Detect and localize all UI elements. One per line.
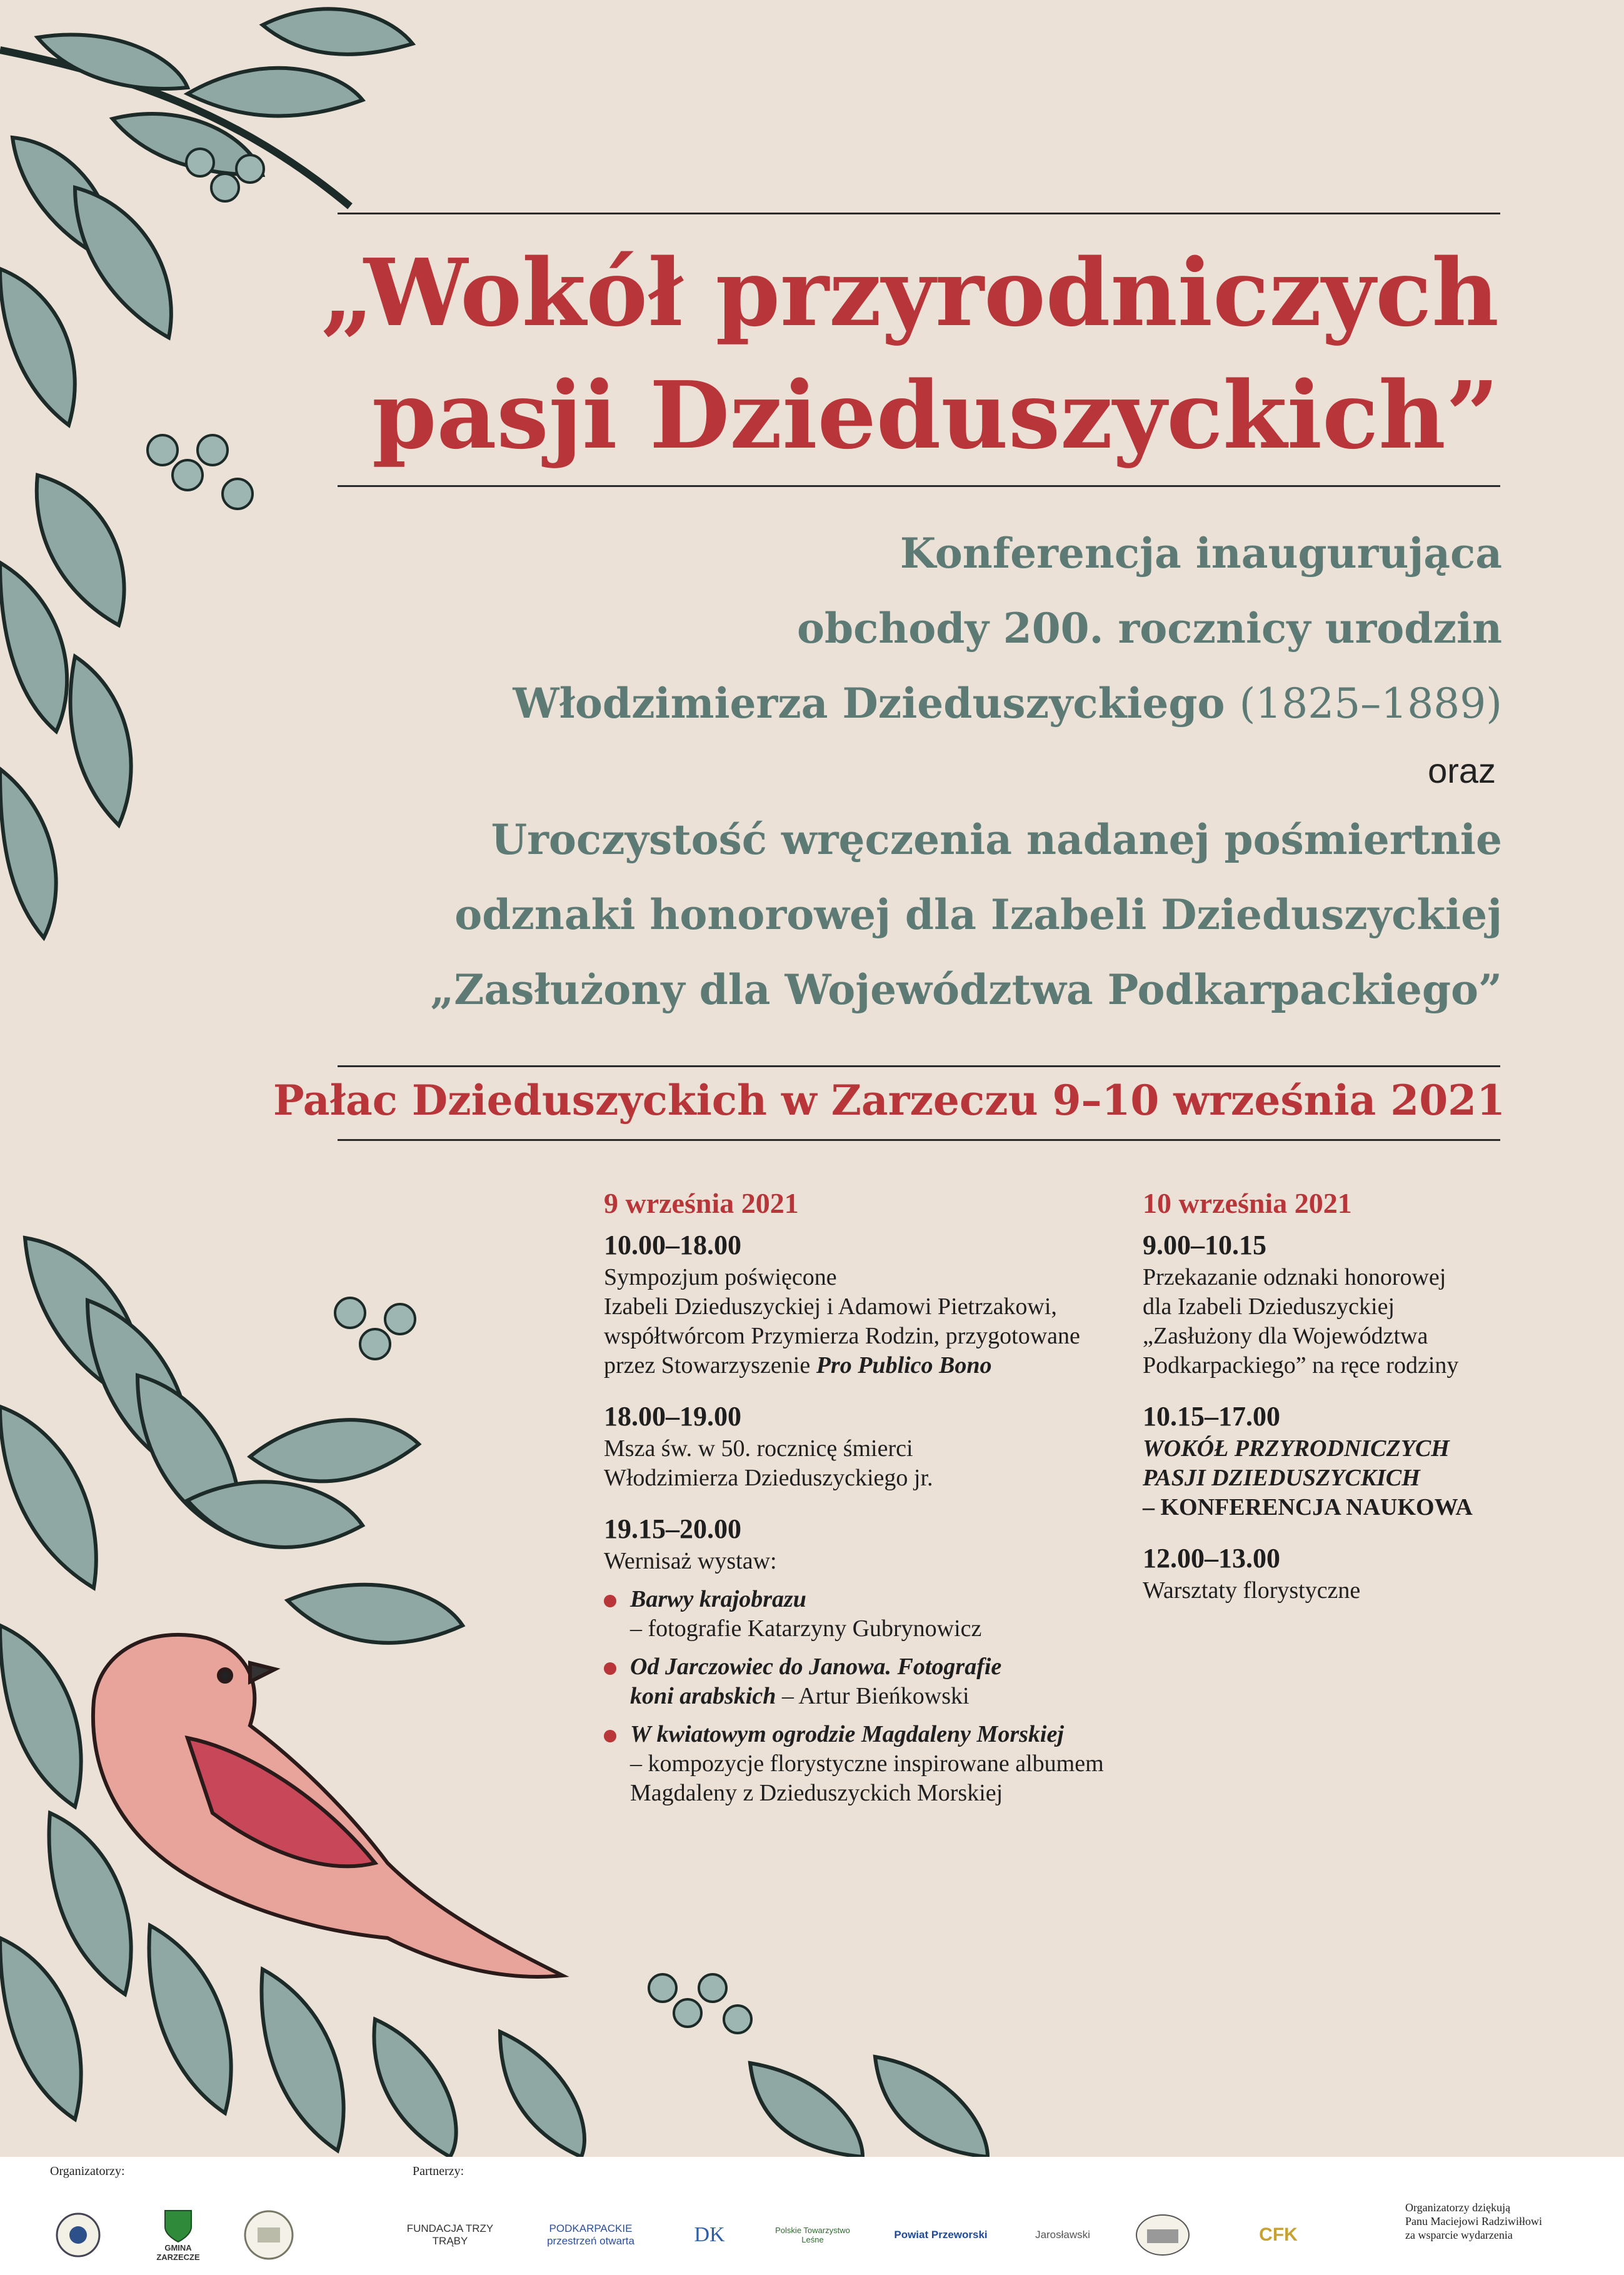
venue-rule-top <box>338 1065 1500 1067</box>
day2-event1-line2: dla Izabeli Dzieduszyckiej <box>1143 1293 1395 1320</box>
crest-icon <box>53 2210 103 2260</box>
day2-event1-line4: Podkarpackiego” na ręce rodziny <box>1143 1352 1459 1379</box>
partners-label: Partnerzy: <box>413 2164 464 2178</box>
day1-event1-line4-text: przez Stowarzyszenie <box>604 1352 811 1379</box>
day1-event1-line1: Sympozjum poświęcone <box>604 1264 837 1290</box>
exhibition-list <box>604 1585 1148 1808</box>
day1-event1-line2: Izabeli Dzieduszyckiej i Adamowi Pietrzakowi, <box>604 1293 1057 1320</box>
day2-event2-line1: WOKÓŁ PRZYRODNICZYCH <box>1143 1435 1450 1462</box>
partner-logo-trzy-traby: FUNDACJA TRZY TRĄBY <box>406 2222 494 2247</box>
thanks-line-2: Panu Maciejowi Radziwiłłowi <box>1405 2215 1542 2227</box>
exhibition1-title: Barwy krajobrazu <box>630 1586 806 1612</box>
day1-event2-time: 18.00–19.00 <box>604 1401 741 1432</box>
day2-program <box>1143 1182 1530 1605</box>
day2-event1-line3: „Zasłużony dla Województwa <box>1143 1323 1428 1349</box>
day1-event2-line2: Włodzimierza Dzieduszyckiego jr. <box>604 1465 933 1491</box>
partner-logo-jaroslawski: Jarosławski <box>1035 2229 1090 2241</box>
subtitle-line-3 <box>252 678 1502 729</box>
exhibition2-title-line2: koni arabskich <box>630 1683 776 1709</box>
thanks-line-1: Organizatorzy dziękują <box>1405 2201 1511 2214</box>
day2-event2-time: 10.15–17.00 <box>1143 1401 1280 1432</box>
organizers-label: Organizatorzy: <box>50 2164 125 2178</box>
exhibition3-title: W kwiatowym ogrodzie Magdaleny Morskiej <box>630 1721 1064 1747</box>
organizer-logo-2-label: GMINA ZARZECZE <box>156 2243 200 2262</box>
title-line-2: pasji Dzieduszyckich” <box>372 361 1499 470</box>
shield-icon <box>163 2208 194 2243</box>
title <box>311 231 1499 476</box>
honoree-name: Włodzimierza Dzieduszyckiego <box>513 679 1225 728</box>
organizer-logo-3 <box>238 2207 300 2263</box>
subtitle-line-4: Uroczystość wręczenia nadanej pośmiertnie <box>491 815 1502 864</box>
day2-event2-line2: PASJI DZIEDUSZYCKICH <box>1143 1465 1420 1491</box>
day1-event1-time: 10.00–18.00 <box>604 1230 741 1260</box>
day1-heading: 9 września 2021 <box>604 1187 799 1219</box>
palace-icon <box>1135 2213 1191 2257</box>
exhibition1-desc: – fotografie Katarzyny Gubrynowicz <box>630 1615 982 1642</box>
organizer-logo-2 <box>144 2207 213 2263</box>
partner-logo-cfk: CFK <box>1259 2224 1298 2245</box>
exhibition2-title-line1: Od Jarczowiec do Janowa. Fotografie <box>630 1654 1002 1680</box>
subtitle-line-6: „Zasłużony dla Województwa Podkarpackiego” <box>430 965 1502 1014</box>
list-item <box>604 1585 1148 1644</box>
day2-event2-line3: – KONFERENCJA NAUKOWA <box>1143 1494 1473 1520</box>
top-rule <box>338 213 1500 214</box>
day2-heading: 10 września 2021 <box>1143 1187 1352 1219</box>
venue-rule-bottom <box>338 1139 1500 1141</box>
exhibition3-desc-line1: – kompozycje florystyczne inspirowane albumem <box>630 1750 1104 1777</box>
connector-oraz: oraz <box>1428 751 1496 790</box>
honoree-years: (1825–1889) <box>1239 680 1502 728</box>
list-item <box>604 1652 1148 1711</box>
partner-logo-palace <box>1131 2207 1194 2263</box>
day2-event1-time: 9.00–10.15 <box>1143 1230 1266 1260</box>
subtitle-line-5: odznaki honorowej dla Izabeli Dzieduszyckiej <box>454 890 1502 939</box>
day1-event3-line1: Wernisaż wystaw: <box>604 1548 777 1574</box>
day1-event1-organizer: Pro Publico Bono <box>816 1352 992 1379</box>
thanks-note <box>1405 2201 1593 2242</box>
subtitle-line-1: Konferencja inaugurująca <box>900 529 1502 578</box>
day1-event1-line3: współtwórcom Przymierza Rodzin, przygotowane <box>604 1323 1080 1349</box>
seal-icon <box>243 2209 295 2261</box>
day1-program <box>604 1182 1148 1808</box>
exhibition3-desc-line2: Magdaleny z Dzieduszyckich Morskiej <box>630 1780 1003 1806</box>
subtitle-line-2: obchody 200. rocznicy urodzin <box>796 604 1502 653</box>
title-rule <box>338 485 1500 487</box>
list-item <box>604 1720 1148 1808</box>
day1-event3-time: 19.15–20.00 <box>604 1514 741 1544</box>
day1-event1-line4 <box>604 1351 1148 1380</box>
venue-date: Pałac Dzieduszyckich w Zarzeczu 9–10 września 2021 <box>273 1076 1505 1125</box>
partner-logo-ptl: Polskie Towarzystwo Leśne <box>775 2226 850 2244</box>
partner-logo-dk: DK <box>694 2223 725 2246</box>
partner-logo-powiat: Powiat Przeworski <box>894 2229 988 2241</box>
exhibition2-line2 <box>630 1682 1148 1711</box>
day2-event3-time: 12.00–13.00 <box>1143 1543 1280 1574</box>
exhibition2-desc: – Artur Bieńkowski <box>781 1683 970 1709</box>
day1-event2-line1: Msza św. w 50. rocznicę śmierci <box>604 1435 913 1462</box>
thanks-line-3: za wsparcie wydarzenia <box>1405 2229 1513 2241</box>
day2-event1-line1: Przekazanie odznaki honorowej <box>1143 1264 1446 1290</box>
organizer-logo-1 <box>50 2207 106 2263</box>
partner-logo-podkarpackie: PODKARPACKIE przestrzeń otwarta <box>547 2222 634 2247</box>
day2-event3-line1: Warsztaty florystyczne <box>1143 1577 1361 1604</box>
title-line-1: „Wokół przyrodniczych <box>321 238 1499 347</box>
